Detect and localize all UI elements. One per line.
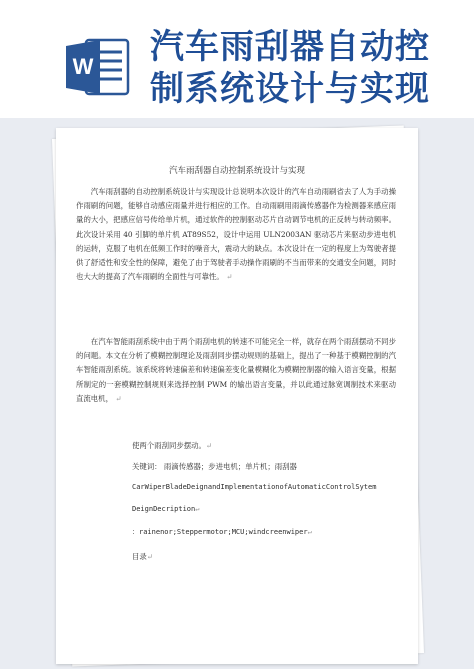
paragraph-mark: ↵ [307, 528, 312, 536]
line-text: CarWiperBladeDeignandImplementationofAutomaticControlSytem [132, 483, 377, 491]
sync-line [132, 440, 402, 451]
banner-title: 汽车雨刮器自动控制系统设计与实现 [150, 27, 430, 109]
paragraph-text: 在汽车智能雨刮系统中由于两个雨刮电机的转速不可能完全一样，就存在两个雨刮摆动不同步的问题。本文在分析了模糊控制理论及雨刮同步摆动规则的基础上，提出了一种基于模糊控制的汽车智能雨刮系统。该系统将转速偏差和转速偏差变化量模糊化为模糊控制器的输入语言变量，根据所制定的一套模糊控制规则来选择控制 PWM 的输出语言变量，并以此通过脉宽调制技术来驱动直流电机， [76, 337, 396, 403]
line-text: 关键词： 雨滴传感器；步进电机；单片机；雨刮器 [132, 462, 297, 471]
contents-heading-line [132, 551, 402, 562]
english-keywords-line [132, 527, 402, 537]
line-text: 使两个雨刮同步摆动。 [132, 441, 206, 450]
paragraph-mark: ↵ [205, 441, 213, 450]
line-text: DeignDecription [132, 505, 196, 513]
keywords-line [132, 461, 402, 472]
document-page [56, 128, 418, 664]
word-document-icon [64, 36, 132, 98]
document-title: 汽车雨刮器自动控制系统设计与实现 [168, 166, 305, 176]
description-heading-line [132, 505, 402, 513]
paragraph-mark: ↵ [226, 272, 233, 282]
summary-paragraph [76, 185, 396, 284]
header-banner [0, 0, 474, 118]
english-title-line [132, 483, 402, 491]
line-text: ：rainenor;Steppermotor;MCU;windcreenwiper [132, 528, 308, 536]
paragraph-mark: ↵ [195, 505, 200, 513]
paragraph-mark: ↵ [115, 393, 122, 403]
word-letter: W [72, 54, 94, 79]
line-text: 目录 [132, 552, 147, 561]
paragraph-mark: ↵ [146, 552, 153, 561]
paragraph-text: 汽车雨刮器的自动控制系统设计与实现设计总说明本次设计的汽车自动雨刷省去了人为手动操作雨刷的问题，能够自动感应雨量并进行相应的工作。自动雨刷用雨滴传感器作为检测器来感应雨量的大小，把感应信号传给单片机，通过软件的控制驱动芯片自动调节电机的正反转与转动频率。此次设计采用 40 引脚的单片机 AT89S52，设计中运用 ULN2003AN 驱动芯片来驱动步进电机的运转，克服了电机在低频工作时的噪音大，震动大的缺点。本次设计在一定的程度上为驾驶者提供了舒适性和安全性的保障，避免了由于驾驶者手动操作雨刷的不当而带来的交通安全问题，同时也大大的提高了汽车雨刷的全面性与可靠性。 [76, 187, 396, 282]
fuzzy-control-paragraph [76, 335, 396, 406]
